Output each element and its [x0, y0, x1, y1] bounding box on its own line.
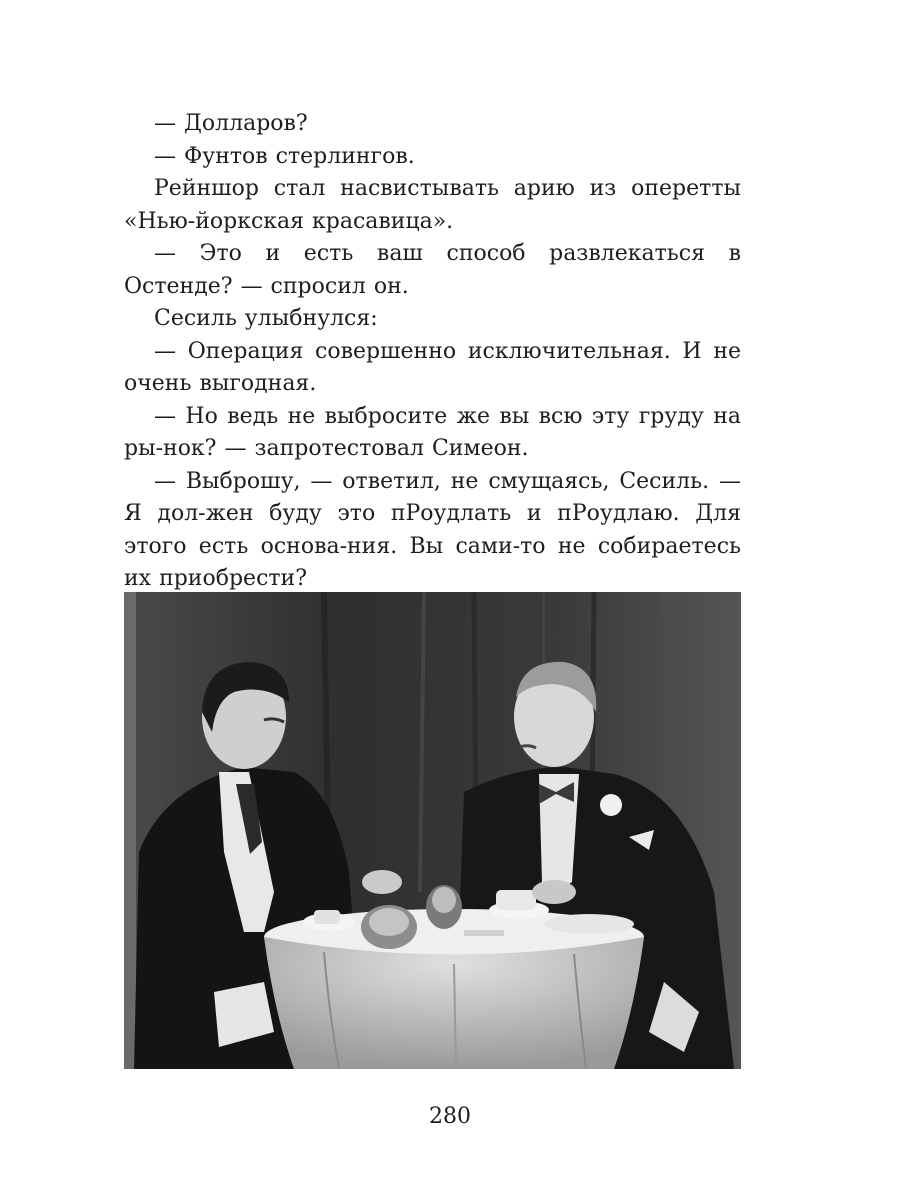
paragraph: — Фунтов стерлингов. [154, 143, 415, 169]
page-number: 280 [429, 1104, 471, 1129]
paragraph: — Но ведь не выбросите же вы всю эту груду на ры-нок? — запротестовал Симеон. [124, 403, 741, 461]
photo-two-men-at-cafe-table [124, 592, 741, 1069]
paragraph: Сесиль улыбнулся: [154, 306, 378, 331]
paragraph: — Операция совершенно исключительная. И не очень выгодная. [124, 338, 741, 396]
paragraph: Рейншор стал насвистывать арию из оперетты «Нью-йоркская красавица». [124, 176, 741, 234]
photo-illustration [124, 592, 741, 1069]
paragraph: — Это и есть ваш способ развлекаться в Остенде? — спросил он. [124, 241, 741, 299]
body-text [124, 108, 741, 596]
paragraph: — Выброшу, — ответил, не смущаясь, Сесиль. — Я дол-жен буду это пРоудлать и пРоудлаю. Для этого есть основа-ния. Вы сами-то не собираетесь их приобрести? [124, 468, 741, 591]
paragraph: — Долларов? [154, 111, 308, 136]
